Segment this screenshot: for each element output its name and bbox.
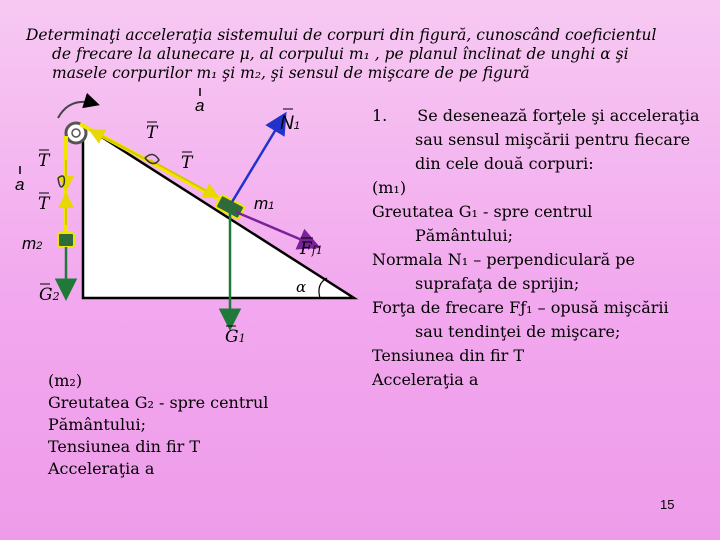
m1-header: (m₁): [372, 178, 407, 197]
label-tension-left-top: T: [38, 151, 50, 171]
label-tension-top: T: [146, 123, 158, 143]
normal-force-arrow: [232, 116, 284, 202]
label-acceleration-left: a: [15, 175, 25, 194]
friction-line-2: sau tendinţei de mişcare;: [415, 322, 621, 341]
item-line-2: sau sensul mişcării pentru fiecare: [415, 130, 691, 149]
label-tension-mid: T: [181, 153, 193, 173]
pulley-rotation-arrow: [58, 102, 96, 118]
m2-acceleration-line: Acceleraţia a: [48, 459, 155, 478]
g2-line-2: Pământului;: [48, 415, 146, 434]
tension-line: Tensiunea din fir T: [372, 346, 525, 365]
label-m1: m1: [254, 194, 275, 213]
n1-line-2: suprafaţa de sprijin;: [415, 274, 580, 293]
m2-tension-line: Tensiunea din fir T: [48, 437, 201, 456]
m1-forces-description: [372, 104, 707, 392]
page-number: 15: [660, 497, 675, 512]
inclined-plane: [83, 125, 354, 298]
item-heading: 1. Se desenează forţele şi acceleraţia: [372, 106, 700, 125]
statement-line-3: masele corpurilor m₁ şi m₂, şi sensul de mişcare de pe figură: [52, 64, 530, 82]
friction-line-1: Forţa de frecare Fƒ₁ – opusă mişcării: [372, 298, 669, 317]
label-normal-force: N1: [280, 113, 300, 134]
statement-line-1: Determinaţi acceleraţia sistemului de corpuri din figură, cunoscând coeficientul: [26, 26, 657, 44]
label-g2: G2: [39, 285, 60, 305]
label-g1: G1: [225, 327, 246, 347]
body-m2: [58, 233, 74, 247]
acceleration-line: Acceleraţia a: [372, 370, 479, 389]
label-tension-left-bottom: T: [38, 194, 50, 214]
label-acceleration-top: a: [195, 96, 205, 115]
g2-line-1: Greutatea G₂ - spre centrul: [48, 393, 269, 412]
g1-line-1: Greutatea G₁ - spre centrul: [372, 202, 593, 221]
m2-header: (m₂): [48, 371, 83, 390]
statement-line-2: de frecare la alunecare μ, al corpului m₁ , pe planul înclinat de unghi α şi: [52, 45, 629, 63]
label-friction-force: Ff1: [300, 239, 323, 259]
m2-forces-description: [48, 370, 348, 480]
item-line-3: din cele două corpuri:: [415, 154, 594, 173]
label-angle-alpha: α: [296, 278, 307, 296]
label-m2: m2: [22, 234, 43, 253]
n1-line-1: Normala N₁ – perpendiculară pe: [372, 250, 635, 269]
g1-line-2: Pământului;: [415, 226, 513, 245]
string-knot-vertical: [58, 176, 64, 187]
